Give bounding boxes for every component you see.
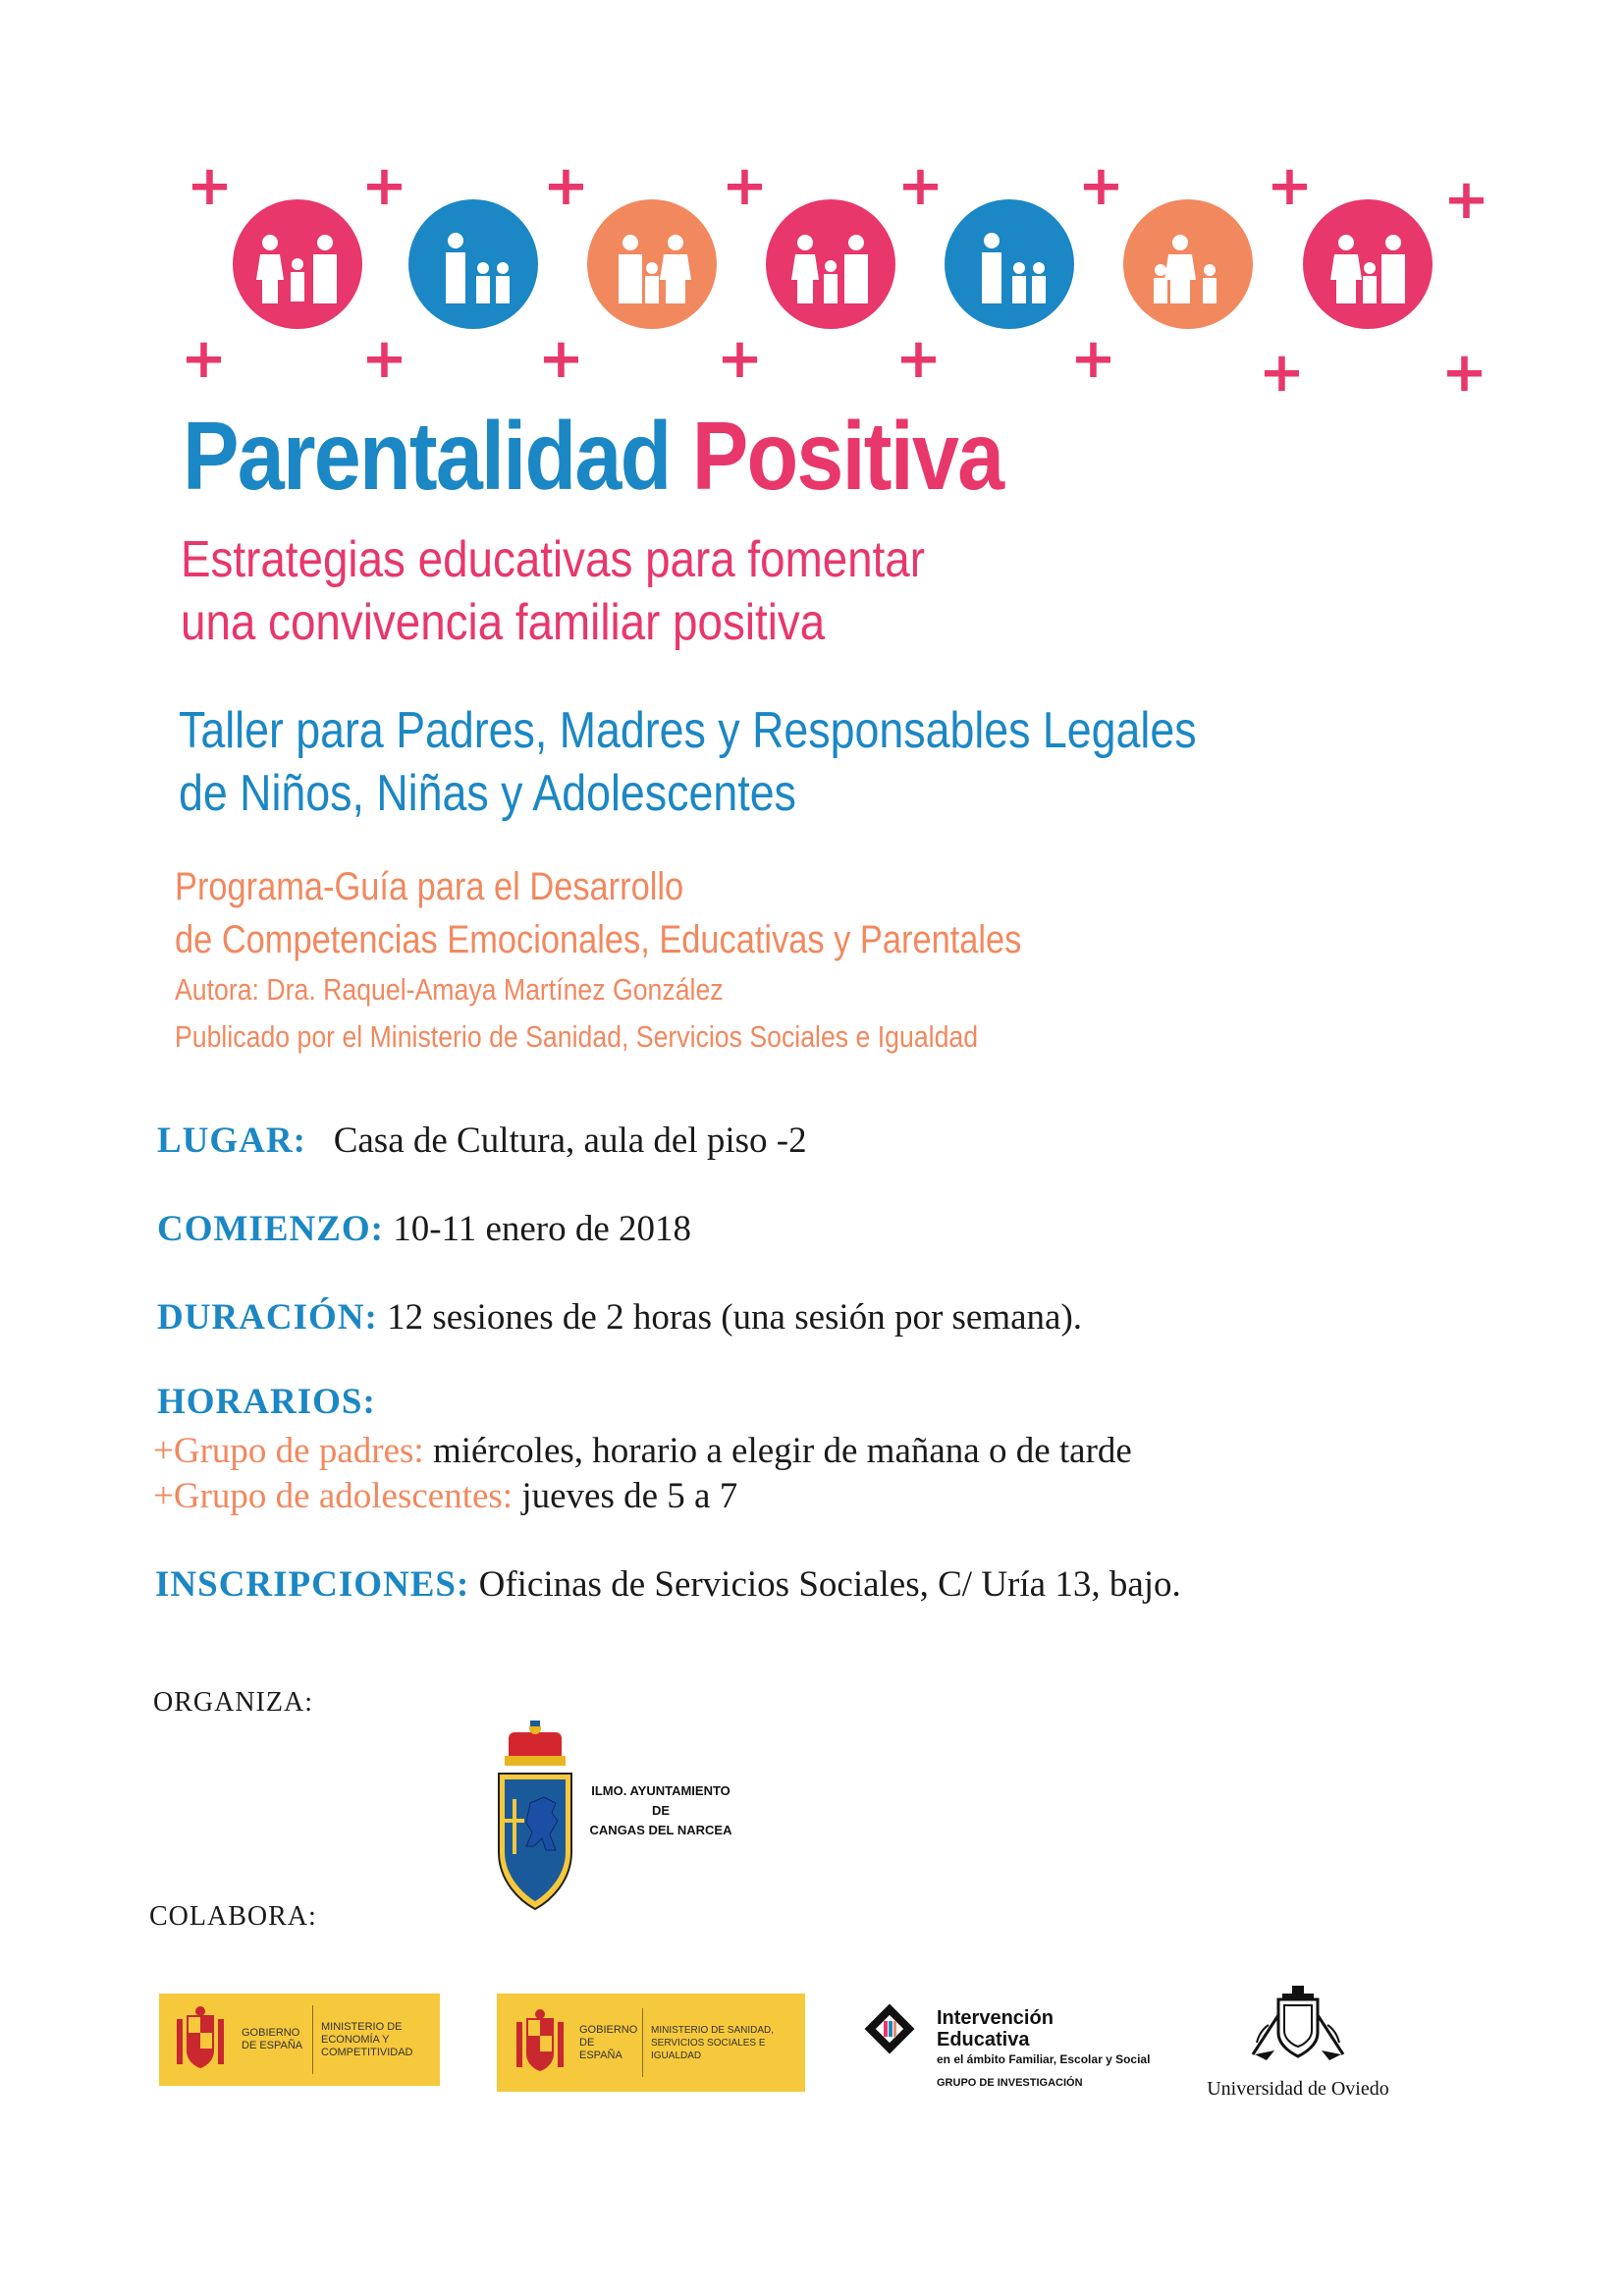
program-author: Autora: Dra. Raquel-Amaya Martínez González [175,972,724,1007]
plus-icon: + [1441,341,1488,405]
plus-icon: + [897,154,944,218]
plus-icon: + [717,327,763,391]
lugar-row [157,1120,807,1162]
plus-icon: + [895,327,942,391]
plus-icon: + [361,154,407,218]
plus-icon: + [361,327,407,391]
logo1-ministry-text: MINISTERIO DE ECONOMÍA Y COMPETITIVIDAD [321,2020,413,2058]
family-icon [233,199,362,329]
university-name: Universidad de Oviedo [1207,2078,1389,2100]
subtitle [181,528,925,654]
family-icon [1123,199,1253,329]
plus-icon: + [1078,154,1124,218]
plus-icon: + [722,154,768,218]
title-part1: Parentalidad [183,402,671,510]
grupo-padres-label: +Grupo de padres: [153,1431,424,1471]
council-line3: CANGAS DEL NARCEA [589,1823,732,1837]
workshop-line2: de Niños, Niñas y Adolescentes [179,765,796,822]
header-decoration [0,0,1623,412]
council-line1: ILMO. AYUNTAMIENTO [591,1783,730,1798]
workshop-heading [179,699,1197,825]
ie-line3: en el ámbito Familiar, Escolar y Social [937,2052,1151,2066]
subtitle-line2: una convivencia familiar positiva [181,594,826,651]
spain-coat-of-arms-icon [171,2005,230,2074]
plus-icon: + [1070,327,1116,391]
coat-of-arms-icon [491,1721,579,1913]
family-icon [945,199,1074,329]
title-part2: Positiva [691,402,1003,510]
gov-logo-economia [159,1994,440,2086]
grupo-adolescentes-value: jueves de 5 a 7 [521,1476,738,1516]
plus-icon: + [1267,154,1313,218]
spain-coat-of-arms-icon [511,2008,569,2077]
subtitle-line1: Estrategias educativas para fomentar [181,531,925,588]
workshop-line1: Taller para Padres, Madres y Responsables Legales [179,702,1197,759]
program-line1: Programa-Guía para el Desarrollo [175,865,684,908]
council-name [587,1781,734,1840]
ie-line2: Educativa [937,2029,1030,2050]
program-credits [175,966,978,1061]
family-icon [1303,199,1433,329]
grupo-padres-row [153,1430,1132,1472]
comienzo-row [157,1208,691,1250]
intervencion-educativa-logo [860,1994,1155,2102]
horarios-label: HORARIOS: [157,1382,376,1422]
ie-line1: Intervención [937,2007,1054,2029]
inscripciones-row [155,1563,1181,1606]
grupo-padres-value: miércoles, horario a elegir de mañana o de tarde [432,1431,1132,1471]
lugar-label: LUGAR: [157,1121,306,1161]
lugar-value: Casa de Cultura, aula del piso -2 [333,1121,807,1161]
plus-icon: + [181,327,227,391]
logo1-gov-text: GOBIERNO DE ESPAÑA [242,2027,303,2051]
university-crest-icon [1249,1986,1347,2064]
program-info [175,860,1021,966]
comienzo-value: 10-11 enero de 2018 [393,1209,692,1249]
ie-line4: GRUPO DE INVESTIGACIÓN [937,2077,1083,2089]
comienzo-label: COMIENZO: [157,1209,384,1249]
university-logo [1200,1986,1396,2109]
inscripciones-label: INSCRIPCIONES: [155,1564,470,1605]
colabora-label: COLABORA: [149,1901,317,1932]
council-logo [491,1721,756,1913]
gov-logo-sanidad [497,1994,805,2092]
plus-icon: + [538,327,584,391]
ie-logo-icon [860,1999,919,2058]
logo2-gov-text: GOBIERNO DE ESPAÑA [579,2023,638,2061]
duracion-label: DURACIÓN: [157,1297,378,1338]
duracion-row [157,1296,1082,1339]
organiza-label: ORGANIZA: [153,1687,313,1718]
family-icon [766,199,895,329]
grupo-adolescentes-label: +Grupo de adolescentes: [153,1476,514,1516]
council-line2: DE [651,1803,671,1818]
logo-divider [312,2005,313,2074]
logo-divider [642,2008,643,2077]
horarios-label-row [157,1381,376,1423]
logo2-ministry-text: MINISTERIO DE SANIDAD, SERVICIOS SOCIALES E IGUALDAD [651,2024,775,2061]
grupo-adolescentes-row [153,1475,737,1517]
plus-icon: + [1259,341,1305,405]
page-title [183,401,1002,512]
inscripciones-value: Oficinas de Servicios Sociales, C/ Uría 13, bajo. [478,1564,1181,1605]
duracion-value: 12 sesiones de 2 horas (una sesión por semana). [387,1297,1083,1338]
family-icon [408,199,538,329]
plus-icon: + [543,154,589,218]
plus-icon: + [1443,168,1489,232]
family-icon [587,199,717,329]
program-publisher: Publicado por el Ministerio de Sanidad, Servicios Sociales e Igualdad [175,1019,979,1054]
plus-icon: + [187,154,233,218]
program-line2: de Competencias Emocionales, Educativas y Parentales [175,918,1022,961]
